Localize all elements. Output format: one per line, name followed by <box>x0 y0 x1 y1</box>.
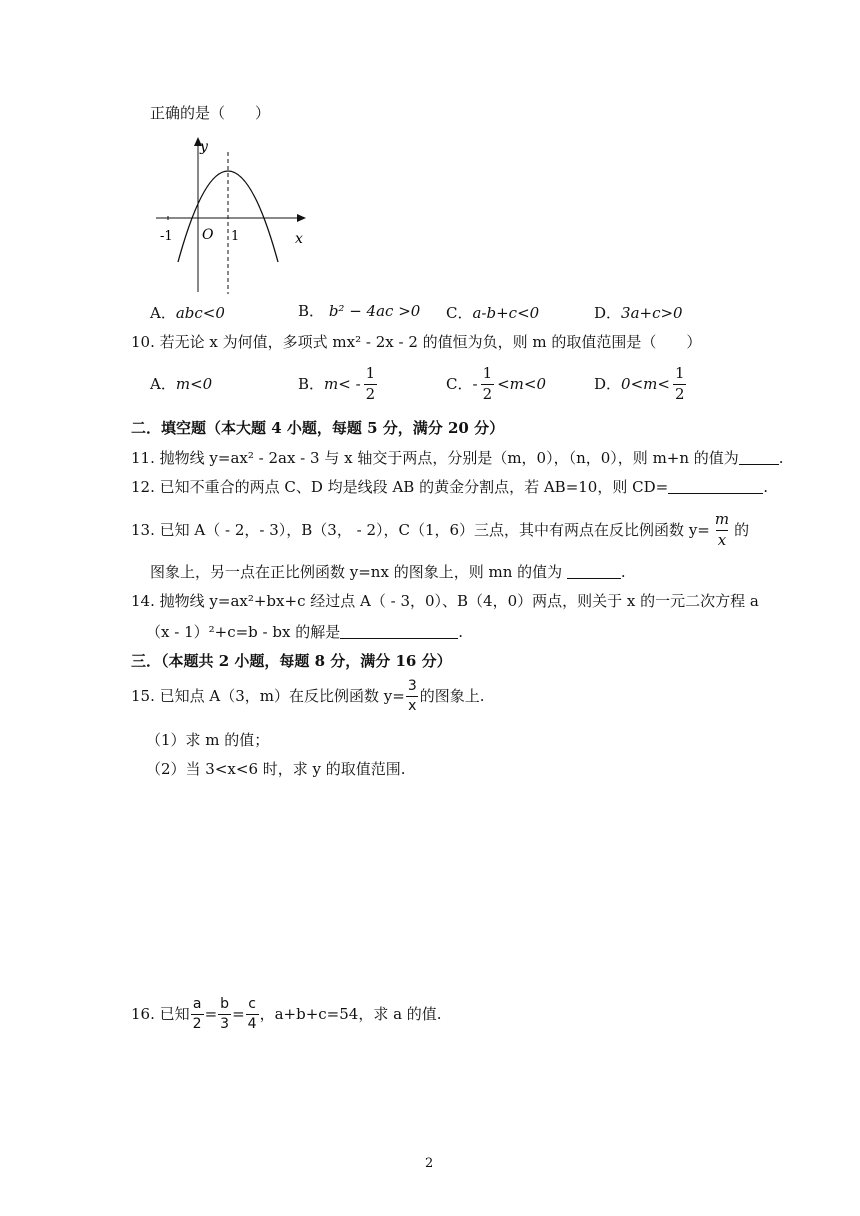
x-axis-label: x <box>295 231 303 247</box>
q15-stem: 15. 已知点 A（3，m）在反比例函数 y= $\frac{3}{x}$ 的图象上. <box>131 677 485 714</box>
q10-option-c: C． - $\frac{1}{2}$ <m<0 <box>446 363 547 403</box>
fraction-b-over-3: $\frac{b}{3}$ <box>220 995 230 1032</box>
page-number: 2 <box>425 1156 434 1171</box>
q14-line-1: 14. 抛物线 y=ax²+bx+c 经过点 A（ - 3，0）、B（4，0）两点，则关于 x 的一元二次方程 a <box>131 592 759 610</box>
q9-stem-tail: 正确的是（ ） <box>150 104 271 122</box>
fraction-one-half: $\frac{1}{2}$ <box>482 363 493 403</box>
q13-line-1: 13. 已知 A（ - 2，- 3），B（3， - 2），C（1，6）三点，其中有两点在反比例函数 y= $\frac{m}{x}$ 的 <box>131 509 750 549</box>
fraction-c-over-4: $\frac{c}{4}$ <box>247 995 257 1032</box>
fraction-a-over-2: $\frac{a}{2}$ <box>192 995 202 1032</box>
fraction-3-over-x: $\frac{3}{x}$ <box>407 677 417 714</box>
q9-option-a: A．abc<0 <box>150 304 225 322</box>
q10-option-b: B． m< - $\frac{1}{2}$ <box>298 363 376 403</box>
parabola-graph <box>150 132 320 298</box>
section-3-title: 三．（本题共 2 小题，每题 8 分，满分 16 分） <box>131 652 452 670</box>
q11-stem: 11. 抛物线 y=ax² - 2ax - 3 与 x 轴交于两点，分别是（m，0），（n，0），则 m+n 的值为 . <box>131 449 784 467</box>
x-axis-arrow <box>297 214 306 222</box>
q15-sub-2: （2）当 3<x<6 时，求 y 的取值范围. <box>146 760 406 778</box>
answer-blank[interactable] <box>739 450 779 465</box>
fraction-m-over-x: $\frac{m}{x}$ <box>714 509 730 549</box>
q16-stem: 16. 已知 $\frac{a}{2}$ = $\frac{b}{3}$ = $\frac{c}{4}$ ，a+b+c=54，求 a 的值. <box>131 995 442 1032</box>
section-2-title: 二．填空题（本大题 4 小题，每题 5 分，满分 20 分） <box>131 419 505 437</box>
q14-line-2: （x - 1）²+c=b - bx 的解是 . <box>146 623 463 641</box>
answer-blank[interactable] <box>340 624 458 639</box>
q10-stem: 10. 若无论 x 为何值，多项式 mx² - 2x - 2 的值恒为负，则 m 的取值范围是（ ） <box>131 333 702 351</box>
q13-line-2: 图象上，另一点在正比例函数 y=nx 的图象上，则 mn 的值为 . <box>150 563 626 581</box>
fraction-one-half: $\frac{1}{2}$ <box>674 363 685 403</box>
q9-option-b: B． b² − 4ac >0 <box>298 302 421 320</box>
tick-label-one: 1 <box>231 229 240 244</box>
q9-option-d: D．3a+c>0 <box>594 304 683 322</box>
origin-label: O <box>202 227 214 243</box>
answer-blank[interactable] <box>567 564 621 579</box>
answer-blank[interactable] <box>668 479 763 494</box>
y-axis-label: y <box>200 139 208 155</box>
fraction-one-half: $\frac{1}{2}$ <box>365 363 376 403</box>
q15-sub-1: （1）求 m 的值； <box>146 731 270 749</box>
q12-stem: 12. 已知不重合的两点 C、D 均是线段 AB 的黄金分割点，若 AB=10，则 CD= . <box>131 478 768 496</box>
q10-option-a: A． m<0 <box>150 374 213 393</box>
q9-option-c: C．a-b+c<0 <box>446 304 540 322</box>
q10-option-d: D． 0<m< $\frac{1}{2}$ <box>594 363 685 403</box>
tick-label-neg-one: -1 <box>160 229 173 244</box>
